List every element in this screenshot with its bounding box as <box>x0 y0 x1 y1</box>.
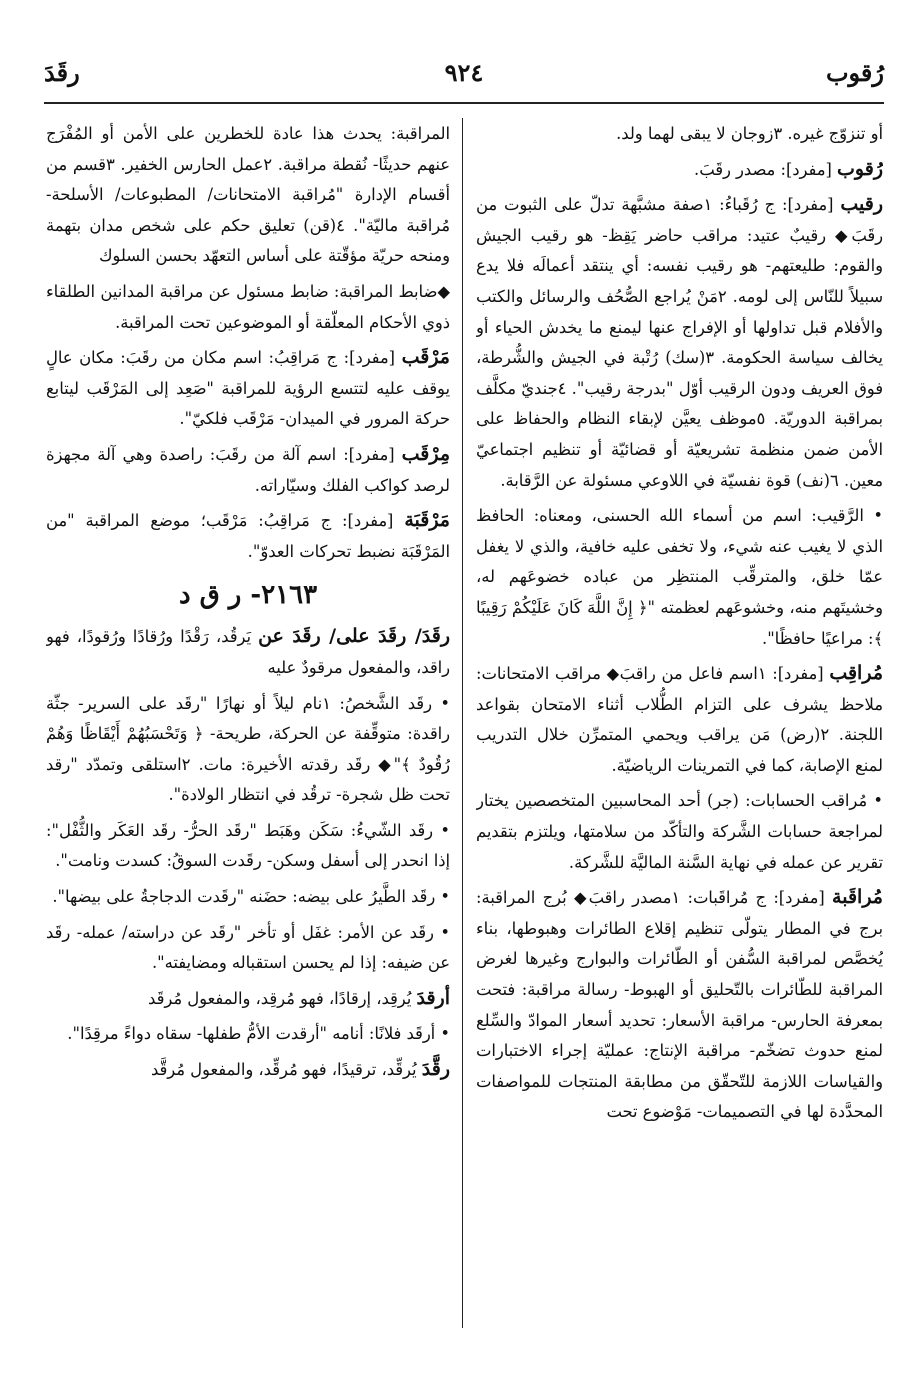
entry-paragraph: رقيب [مفرد]: ج رُقَباءُ: ١صفة مشبَّهة تدلّ على الثبوت من رقَبَ◆ رقيبٌ عتيد: مراقب حاضر يَقِظ- هو رقيب الجيش والقوم: طليعتهم- هو رقيب نفسه: أي ينتقد أعمالَه فلا يدع سبيلاً للنّاس إلى لومه. ٢مَنْ يُراجع الصُّحُف والرسائل والكتب والأفلام قبل تداولها أو الإفراج عنها ليمنع ما يخدش الحياء أو يخالف سياسة الحكومة. ٣(سك) رُتْبة في الجيش والشُّرطة، فوق العريف ودون الرقيب أوّل "بدرجة رقيب". ٤جنديّ مكلَّف بمراقبة الدوريّة. ٥موظف يعيَّن لإبقاء النظام والحفاظ على الأمن ضمن منظمة تشريعيّة أو قضائيّة أو تنظيم اجتماعيّ معين. ٦(نف) قوة نفسيّة في اللاوعي مسئولة عن الرَّقابة. <box>476 193 883 490</box>
entry-paragraph: رُقوب [مفرد]: مصدر رقَبَ. <box>694 157 883 180</box>
headword: مُراقَبة <box>832 886 883 909</box>
entry-paragraph: مَرْقَب [مفرد]: ج مَراقِبُ: اسم مكان من رقَبَ: مكان عالٍ يوقف عليه لتتسع الرؤية للمراقبة "صَعِد إلى المَرْقَب ليتابع حركة المرور في الميدان- مَرْقَب فلكيّ". <box>46 346 450 429</box>
entry-paragraph: رقَدَ/ رقَدَ على/ رقَدَ عن يَرقُد، رَقْدًا ورُقادًا ورُقودًا، فهو راقد، والمفعول مرقودٌ عليه <box>46 625 450 677</box>
page-header <box>44 58 884 98</box>
entry-paragraph: • أرقَد فلانًا: أنامه "أرقدت الأمُّ طفلها- سقاه دواءً مرقِدًا". <box>67 1024 450 1044</box>
entry-paragraph: • رقَد الطَّيرُ على بيضه: حضَنه "رقَدت الدجاجةُ على بيضها". <box>52 887 450 907</box>
entry-paragraph: أرقدَ يُرقِد، إرقادًا، فهو مُرقِد، والمفعول مُرقَد <box>148 986 450 1009</box>
page-number: ٩٢٤ <box>444 58 484 87</box>
entry-paragraph: • رقَد الشّيءُ: سَكَن وهَبَط "رقَد الحرُّ- رقَد العَكَر والثُّفْل": إذا انحدر إلى أسفل وسكن- رقَدت السوقُ: كسدت ونامت". <box>46 820 450 871</box>
entry-paragraph: • الرَّقيب: اسم من أسماء الله الحسنى، ومعناه: الحافظ الذي لا يغيب عنه شيء، ولا تخفى عليه خافية، والذي لا يغفل عمّا خلق، والمترقِّب المنتظِر من عباده خضوعَهم له، وخشيتَهم منه، وخشوعَهم لعظمته "﴿ إِنَّ اللَّهَ كَانَ عَلَيْكُمْ رَقِيبًا ﴾: مراعيًا حافظًا". <box>476 506 883 648</box>
entry-paragraph: مُراقَبة [مفرد]: ج مُراقَبات: ١مصدر راقبَ◆ بُرج المراقبة: برج في المطار يتولّى تنظيم إقلاع الطائرات وهبوطها، بناء يُخصَّص لمراقبة السُّفن أو الطّائرات والبوارج وغيرها لغرض المراقبة للطّائرات بالتّحليق أو الهبوط- رسالة مراقبة: فتحت بمعرفة الحارس- مراقبة الأسعار: تحديد أسعار الموادّ والسِّلع لمنع حدوث تضخّم- مراقبة الإنتاج: عمليّة إجراء الاختبارات والقياسات اللازمة للتّحقّق من مطابقة المنتجات للمواصفات المحدَّدة لها في التصميمات- مَوْضوع تحت <box>476 886 883 1122</box>
root-section-title: ٢١٦٣- ر ق د <box>178 580 318 611</box>
entry-paragraph: • رقَد عن الأمر: غفَل أو تأخر "رقَد عن دراسته/ عمله- رقَد عن ضيفه: إذا لم يحسن استقباله ومضايفته". <box>46 922 450 973</box>
left-column <box>46 118 450 1348</box>
entry-paragraph: • مُراقب الحسابات: (جر) أحد المحاسبين المتخصصين يختار لمراجعة حسابات الشَّركة والتأكّد من سلامتها، ويلتزم بتقديم تقرير عن عمله في نهاية السَّنة الماليَّة للشَّركة. <box>476 791 883 872</box>
column-divider <box>462 118 463 1328</box>
headword: رقَّدَ <box>421 1058 450 1081</box>
entry-paragraph: مِرْقَب [مفرد]: اسم آلة من رقَبَ: راصدة وهي آلة مجهزة لرصد كواكب الفلك وسيّاراته. <box>46 442 450 495</box>
headword: مَرْقَب <box>401 346 450 369</box>
entry-paragraph: مَرْقَبَة [مفرد]: ج مَراقِبُ: مَرْقَب؛ موضع المراقبة "من المَرْقَبَة نضبط تحركات العدوّ". <box>46 509 450 561</box>
headword: رُقوب <box>837 157 883 180</box>
headword: مُراقِب <box>829 662 883 685</box>
headword: رقَدَ/ رقَدَ على/ رقَدَ عن <box>258 625 450 648</box>
right-column <box>476 118 883 1348</box>
header-guide-word-right: رُقوب <box>825 58 884 87</box>
headword: مَرْقَبَة <box>404 509 450 532</box>
entry-paragraph: • رقَد الشَّخصُ: ١نام ليلاً أو نهارًا "رقَد على السرير- جثّة راقدة: متوقِّفة عن الحركة، طريحة- ﴿ وَتَحْسَبُهُمْ أَيْقَاظًا وَهُمْ رُقُودٌ ﴾"◆ رقَد رقدته الأخيرة: مات. ٢استلقى وتمدّد "رقد تحت ظل شجرة- ترقُد في انتظار الولادة". <box>46 693 450 805</box>
entry-paragraph: ◆ضابط المراقبة: ضابط مسئول عن مراقبة المدانين الطلقاء ذوي الأحكام المعلّقة أو الموضوعين تحت المراقبة. <box>46 281 450 332</box>
entry-paragraph: مُراقِب [مفرد]: ١اسم فاعل من راقبَ◆ مراقب الامتحانات: ملاحظ يشرف على التزام الطُّلاب أثناء الامتحان بقواعد اللجنة. ٢(رض) مَن يراقب ويحمي المتمرِّن خلال التدريب لمنع الإصابة، كما في التمرينات الرياضيّة. <box>476 662 883 775</box>
headword: أرقدَ <box>416 986 450 1009</box>
headword: مِرْقَب <box>401 442 450 465</box>
header-rule <box>44 102 884 104</box>
entry-paragraph: رقَّدَ يُرقِّد، ترقيدًا، فهو مُرقِّد، والمفعول مُرقَّد <box>150 1058 450 1081</box>
headword: رقيب <box>840 193 883 216</box>
entry-paragraph: المراقبة: يحدث هذا عادة للخطرين على الأمن أو المُفْرَج عنهم حديثًا- نُقطة مراقبة. ٢عمل الحارس الخفير. ٣قسم من أقسام الإدارة "مُراقبة الامتحانات/ المطبوعات/ الأسلحة- مُراقبة ماليّة". ٤(قن) تعليق حكم على شخص مدان بتهمة ومنحه حريّة مؤقّتة على أساس التعهّد بحسن السلوك <box>46 124 450 266</box>
entry-paragraph: أو تنزوّج غيره. ٣زوجان لا يبقى لهما ولد. <box>616 124 883 143</box>
header-guide-word-left: رقَدَ <box>44 58 80 87</box>
